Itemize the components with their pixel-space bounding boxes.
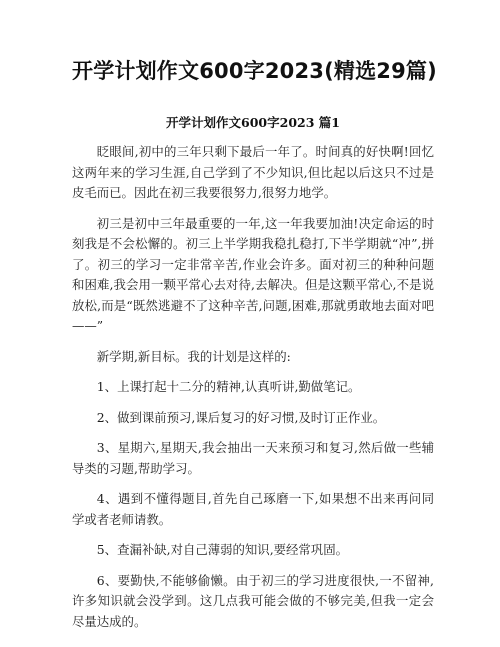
- document-body: [72, 142, 434, 632]
- paragraph-plan-intro: 新学期,新目标。我的计划是这样的:: [96, 348, 291, 364]
- plan-item-3: 3、星期六,星期天,我会抽出一天来预习和复习,然后做一些辅导类的习题,帮助学习。: [72, 440, 434, 476]
- section-heading: 开学计划作文600字2023 篇1: [166, 115, 340, 130]
- plan-item-1: 1、上课打起十二分的精神,认真听讲,勤做笔记。: [96, 379, 361, 394]
- plan-item-6: 6、要勤快,不能够偷懒。由于初三的学习进度很快,一不留神,许多知识就会没学到。这几点我可能会做的不够完美,但我一定会尽量达成的。: [72, 572, 434, 629]
- document-title: 开学计划作文600字2023(精选29篇): [72, 59, 437, 83]
- plan-item-4: 4、遇到不懂得题目,首先自己琢磨一下,如果想不出来再问同学或者老师请教。: [72, 491, 434, 527]
- plan-item-2: 2、做到课前预习,课后复习的好习惯,及时订正作业。: [96, 409, 386, 425]
- paragraph-intro: 眨眼间,初中的三年只剩下最后一年了。时间真的好快啊!回忆这两年来的学习生涯,自己学到了不少知识,但比起以后这只不过是皮毛而已。因此在初三我要很努力,很努力地学。: [72, 144, 434, 200]
- paragraph-resolve: 初三是初中三年最重要的一年,这一年我要加油!决定命运的时刻我是不会松懈的。初三上半学期我稳扎稳打,下半学期就“冲”,拼了。初三的学习一定非常辛苦,作业会许多。面对初三的种种问题和困难,我会用一颗平常心去对待,去解决。但是这颗平常心,不是说放松,而是“既然逃避不了这种辛苦,问题,困难,那就勇敢地去面对吧——”: [72, 215, 434, 333]
- plan-item-5: 5、查漏补缺,对自己薄弱的知识,要经常巩固。: [96, 542, 348, 557]
